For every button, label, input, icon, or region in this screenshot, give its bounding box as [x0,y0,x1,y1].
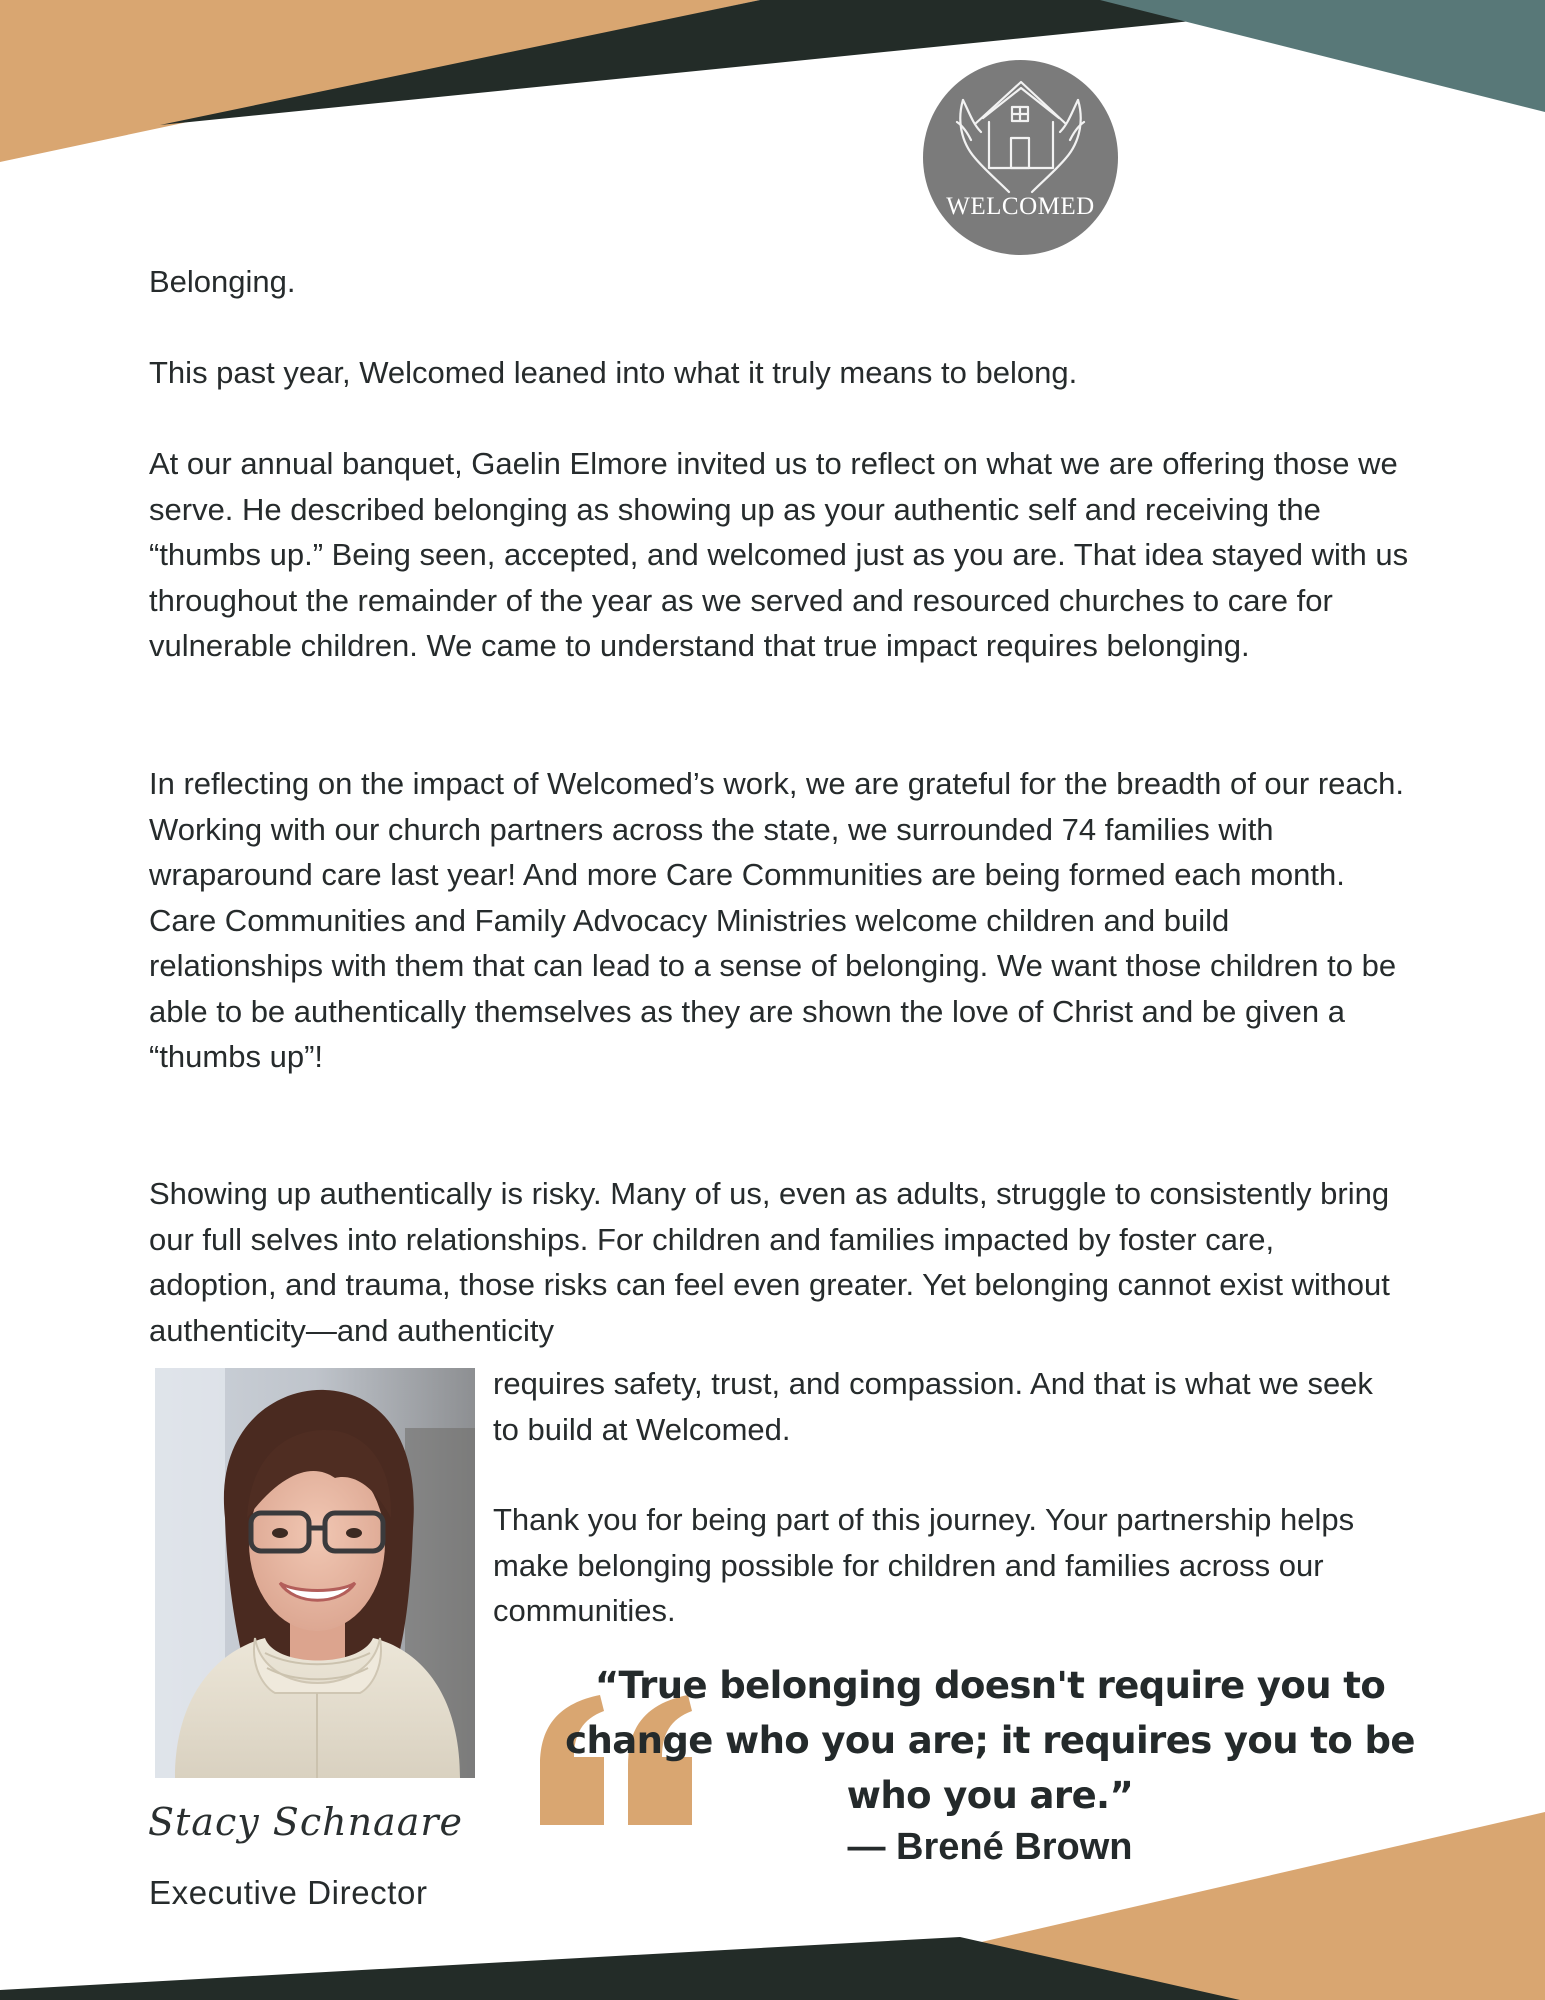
director-portrait-photo [155,1368,475,1778]
logo-text: WELCOMED [946,193,1095,220]
letter-paragraph-4: In reflecting on the impact of Welcomed’s work, we are grateful for the breadth of our reach. Working with our church partners across the state, we surrounded 74 families with wraparound care last year! And more Care Communities are being formed each month. Care Communities and Family Advocacy Ministries welcome children and build relationships with them that can lead to a sense of belonging. We want those children to be able to be authentically themselves as they are shown the love of Christ and be given a “thumbs up”! [149,766,1405,1074]
letter-paragraph-7: Thank you for being part of this journey. Your partnership helps make belonging possible for children and families across our communities. [493,1502,1355,1628]
welcomed-logo [923,60,1118,255]
letter-paragraph-6: requires safety, trust, and compassion. And that is what we seek to build at Welcomed. [493,1366,1373,1447]
house-in-hands-icon [923,60,1118,255]
signer-title: Executive Director [149,1874,428,1911]
letter-paragraph-2: This past year, Welcomed leaned into what it truly means to belong. [149,355,1078,390]
letter-paragraph-1: Belonging. [149,264,296,299]
signature: Stacy Schnaare [148,1800,464,1844]
pull-quote-text: “True belonging doesn't require you to change who you are; it requires you to be who you are.” [565,1664,1415,1817]
pull-quote-author: — Brené Brown [847,1826,1133,1868]
portrait-illustration [155,1368,475,1778]
top-teal-wedge [1100,0,1545,112]
letter-paragraph-3: At our annual banquet, Gaelin Elmore invited us to reflect on what we are offering those we serve. He described belonging as showing up as your authentic self and receiving the “thumbs up.” Being seen, accepted, and welcomed just as you are. That idea stayed with us throughout the remainder of the year as we served and resourced churches to care for vulnerable children. We came to understand that true impact requires belonging. [149,446,1409,663]
letter-paragraph-5: Showing up authentically is risky. Many of us, even as adults, struggle to consistently bring our full selves into relationships. For children and families impacted by foster care, adoption, and trauma, those risks can feel even greater. Yet belonging cannot exist without authenticity—and authenticity [149,1176,1390,1348]
